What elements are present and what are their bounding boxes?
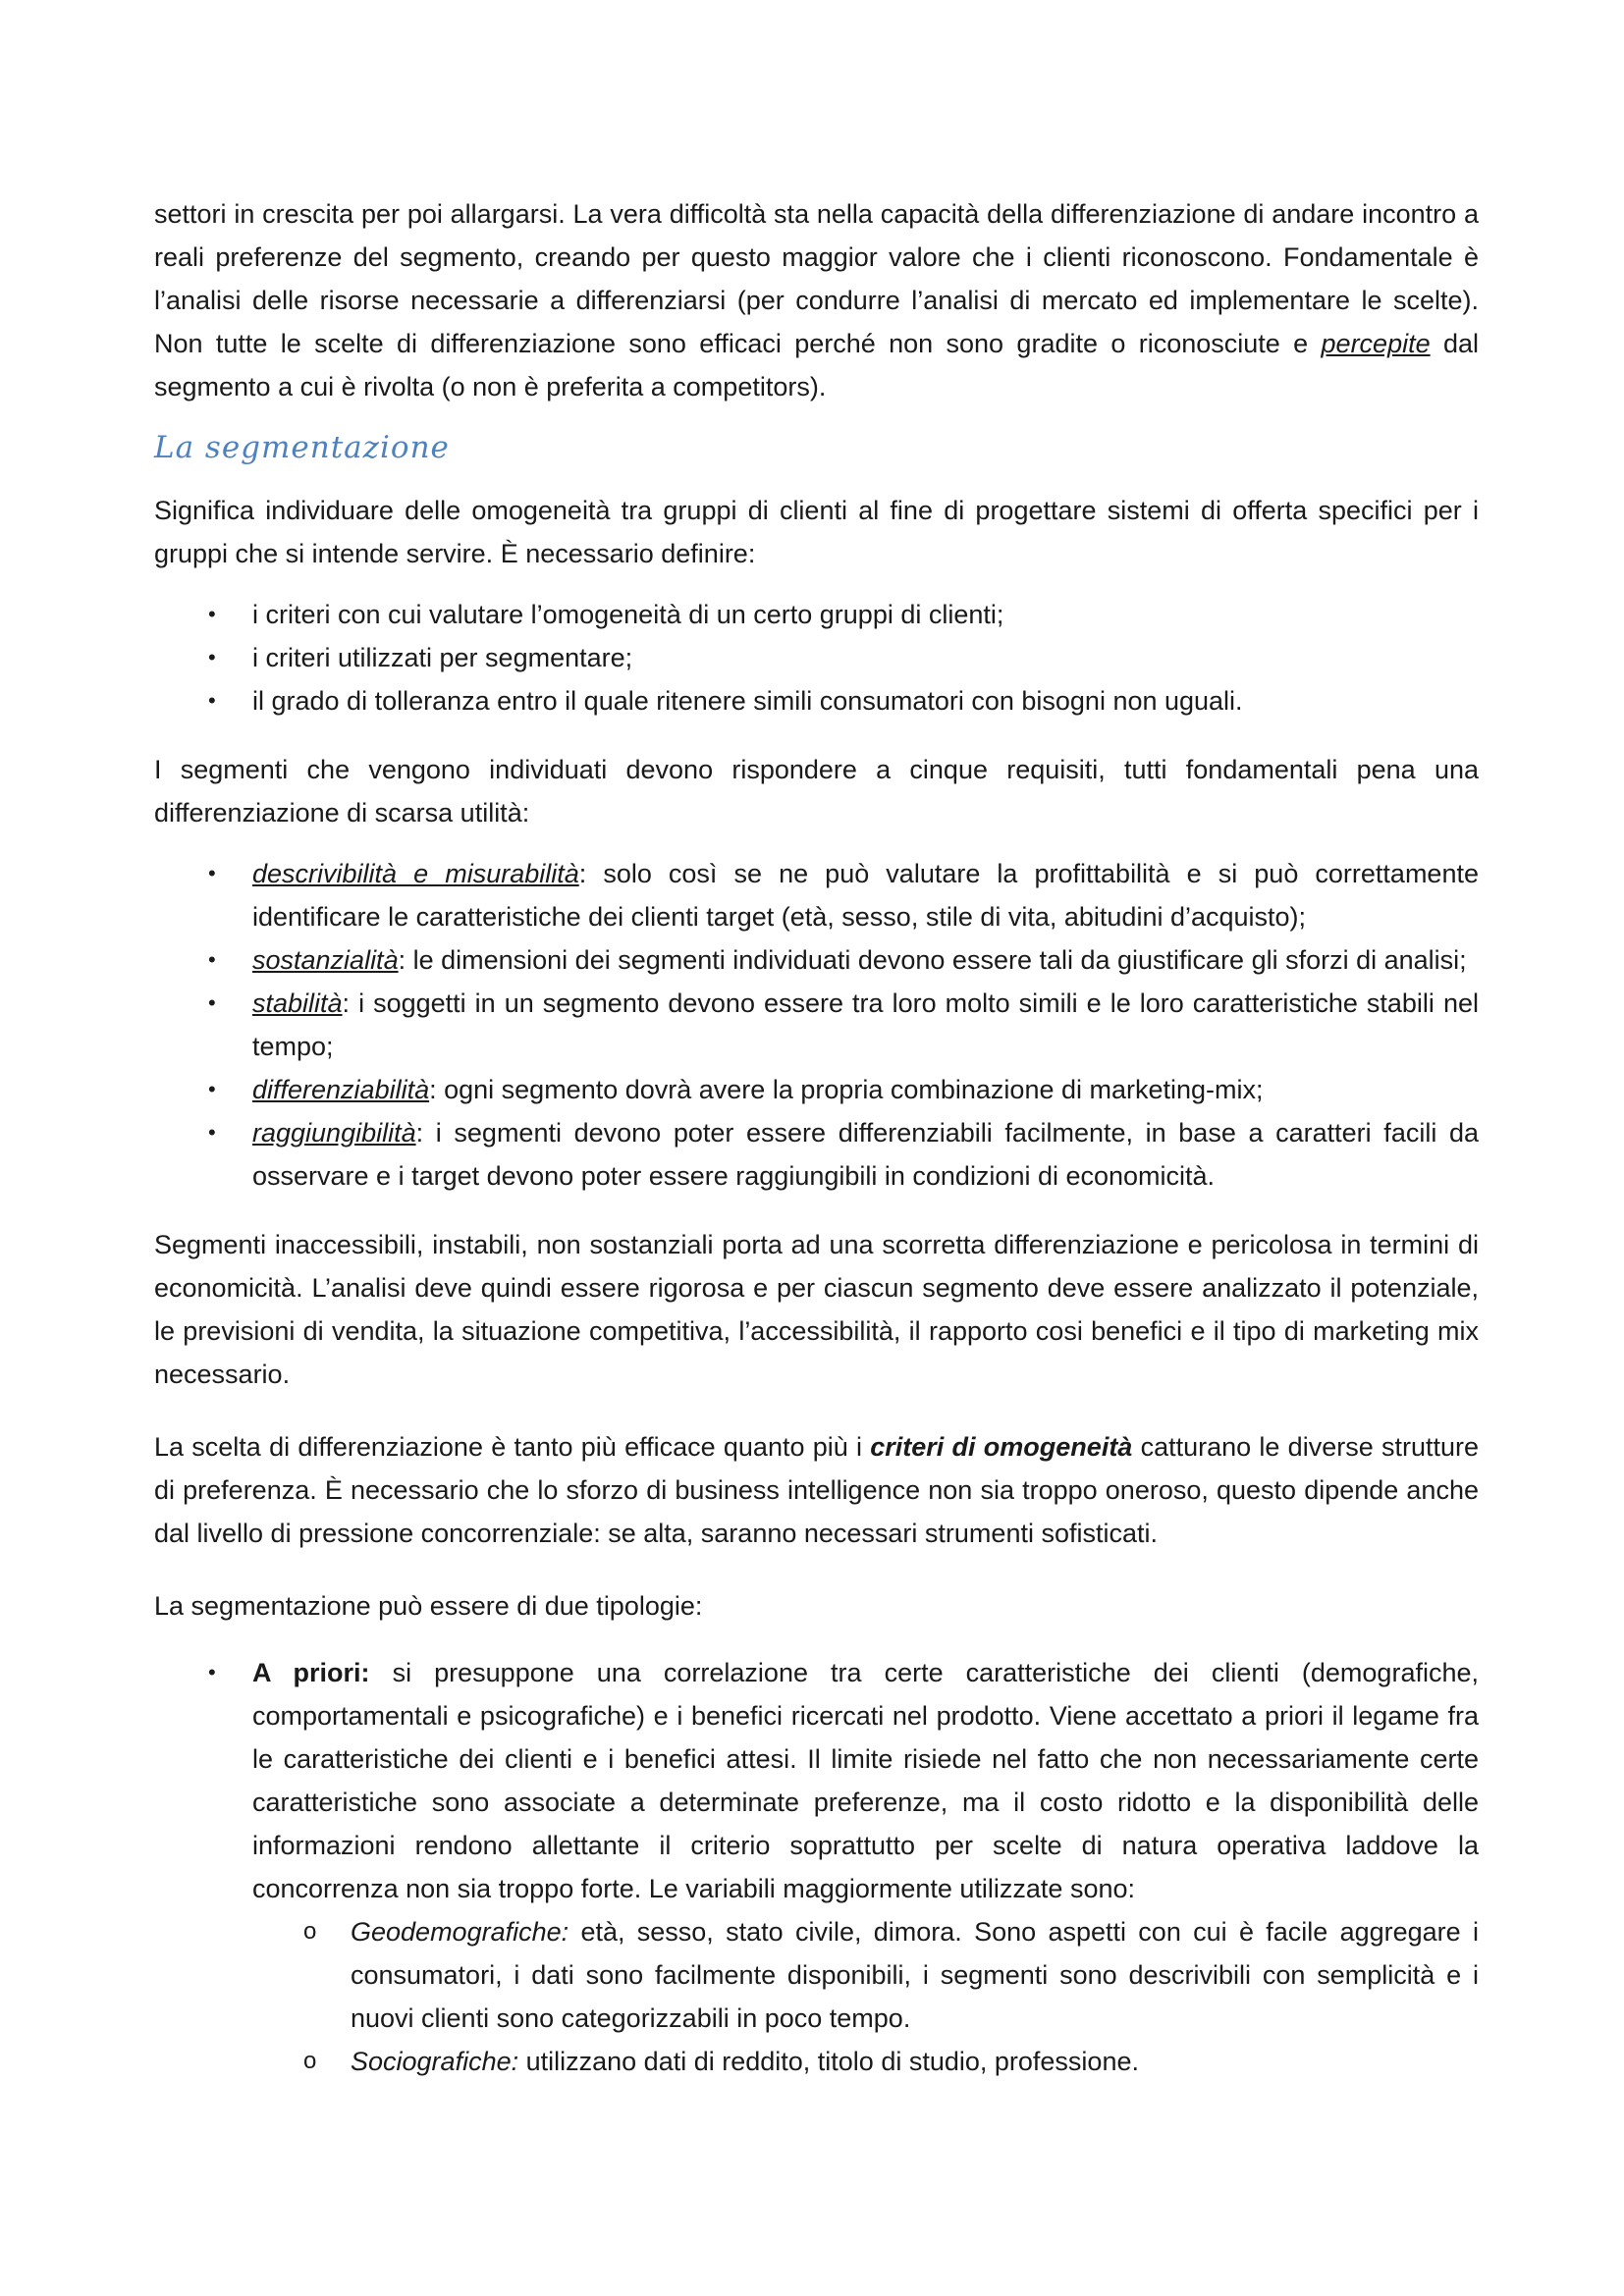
types-paragraph: La segmentazione può essere di due tipologie:	[154, 1591, 703, 1621]
circle-bullet-icon: o	[303, 1918, 317, 1945]
bullet-icon: •	[208, 861, 216, 885]
section-heading: La segmentazione	[154, 430, 450, 465]
list-item: • i criteri utilizzati per segmentare;	[154, 636, 1479, 679]
bullet-icon: •	[208, 1077, 216, 1101]
list-item: • i criteri con cui valutare l’omogeneità di un certo gruppi di clienti;	[154, 593, 1479, 636]
requirement-term: differenziabilità	[252, 1075, 430, 1104]
requirement-term: raggiungibilità	[252, 1118, 416, 1148]
requirements-paragraph: I segmenti che vengono individuati devono rispondere a cinque requisiti, tutti fondamentali pena una differenziazione di scarsa utilità:	[154, 755, 1479, 828]
choice-paragraph: La scelta di differenziazione è tanto più efficace quanto più i criteri di omogeneità catturano le diverse strutture di preferenza. È necessario che lo sforzo di business intelligence non sia troppo oneroso, questo dipende anche dal livello di pressione concorrenziale: se alta, saranno necessari strumenti sofisticati.	[154, 1432, 1480, 1548]
list-item: o Sociografiche: utilizzano dati di reddito, titolo di studio, professione.	[154, 2040, 1479, 2083]
bullet-icon: •	[208, 688, 216, 713]
bullet-icon: •	[208, 1660, 216, 1684]
list-item: • il grado di tolleranza entro il quale ritenere simili consumatori con bisogni non uguali.	[154, 679, 1479, 722]
variables-list	[154, 1910, 1479, 2083]
requirement-term: descrivibilità e misurabilità	[252, 859, 579, 888]
definition-paragraph: Significa individuare delle omogeneità tra gruppi di clienti al fine di progettare sistemi di offerta specifici per i gruppi che si intende servire. È necessario definire:	[154, 496, 1479, 568]
bullet-icon: •	[208, 602, 216, 626]
list-item: • descrivibilità e misurabilità: solo così se ne può valutare la profittabilità e si può correttamente identificare le caratteristiche dei clienti target (età, sesso, stile di vita, abitudini d’acquisto);	[154, 852, 1479, 938]
type-term: A priori:	[252, 1658, 370, 1687]
requirement-term: stabilità	[252, 988, 343, 1018]
inaccessible-paragraph: Segmenti inaccessibili, instabili, non sostanziali porta ad una scorretta differenziazione e pericolosa in termini di economicità. L’analisi deve quindi essere rigorosa e per ciascun segmento deve essere analizzato il potenziale, le previsioni di vendita, la situazione competitiva, l’accessibilità, il rapporto cosi benefici e il tipo di marketing mix necessario.	[154, 1230, 1479, 1389]
list-item: • sostanzialità: le dimensioni dei segmenti individuati devono essere tali da giustificare gli sforzi di analisi;	[154, 938, 1479, 982]
list-item: o Geodemografiche: età, sesso, stato civile, dimora. Sono aspetti con cui è facile aggregare i consumatori, i dati sono facilmente disponibili, i segmenti sono descrivibili con semplicità e i nuovi clienti sono categorizzabili in poco tempo.	[154, 1910, 1479, 2040]
emphasis-criteri: criteri di omogeneità	[870, 1432, 1133, 1462]
list-item: • differenziabilità: ogni segmento dovrà avere la propria combinazione di marketing-mix;	[154, 1068, 1479, 1111]
bullet-icon: •	[208, 947, 216, 972]
types-list	[154, 1651, 1479, 1910]
bullet-icon: •	[208, 990, 216, 1015]
requirements-list	[154, 852, 1479, 1198]
variable-term: Geodemografiche:	[351, 1917, 569, 1947]
define-list	[154, 593, 1479, 722]
document-page	[154, 192, 1479, 2083]
requirement-term: sostanzialità	[252, 945, 399, 975]
emphasis-percepite: percepite	[1321, 329, 1431, 358]
circle-bullet-icon: o	[303, 2048, 317, 2074]
intro-paragraph: settori in crescita per poi allargarsi. La vera difficoltà sta nella capacità della differenziazione di andare incontro a reali preferenze del segmento, creando per questo maggior valore che i clienti riconoscono. Fondamentale è l’analisi delle risorse necessarie a differenziarsi (per condurre l’analisi di mercato ed implementare le scelte). Non tutte le scelte di differenziazione sono efficaci perché non sono gradite o riconosciute e percepite dal segmento a cui è rivolta (o non è preferita a competitors).	[154, 199, 1479, 401]
list-item: • raggiungibilità: i segmenti devono poter essere differenziabili facilmente, in base a caratteri facili da osservare e i target devono poter essere raggiungibili in condizioni di economicità.	[154, 1111, 1479, 1198]
bullet-icon: •	[208, 645, 216, 669]
bullet-icon: •	[208, 1120, 216, 1145]
variable-term: Sociografiche:	[351, 2047, 519, 2076]
list-item: • A priori: si presuppone una correlazione tra certe caratteristiche dei clienti (demografiche, comportamentali e psicografiche) e i benefici ricercati nel prodotto. Viene accettato a priori il legame fra le caratteristiche dei clienti e i benefici attesi. Il limite risiede nel fatto che non necessariamente certe caratteristiche sono associate a determinate preferenze, ma il costo ridotto e la disponibilità delle informazioni rendono allettante il criterio soprattutto per scelte di natura operativa laddove la concorrenza non sia troppo forte. Le variabili maggiormente utilizzate sono:	[154, 1651, 1479, 1910]
list-item: • stabilità: i soggetti in un segmento devono essere tra loro molto simili e le loro caratteristiche stabili nel tempo;	[154, 982, 1479, 1068]
